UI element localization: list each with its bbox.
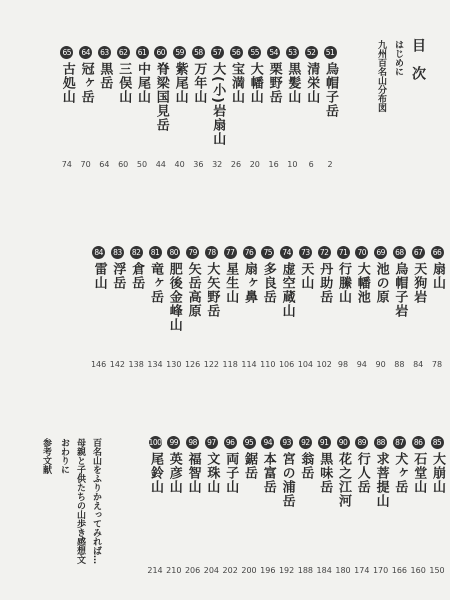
entry-number: 73 <box>299 246 312 259</box>
toc-entry[interactable] <box>166 436 182 494</box>
entry-number: 86 <box>412 436 425 449</box>
entry-title: 大幡山 <box>247 62 263 104</box>
entry-number: 51 <box>324 46 337 59</box>
entry-page-number: 166 <box>391 566 408 575</box>
entry-title: 尾鈴山 <box>148 452 163 494</box>
entry-title: 石堂山 <box>411 452 427 494</box>
entry-number: 78 <box>205 246 218 259</box>
entry-title: 浮岳 <box>110 262 126 290</box>
entry-number: 69 <box>374 246 387 259</box>
toc-entry[interactable] <box>185 436 201 494</box>
entry-page-number: 60 <box>118 160 129 169</box>
entry-number: 82 <box>130 246 143 259</box>
toc-entry[interactable] <box>297 436 313 480</box>
entry-title: 行縢山 <box>336 262 351 304</box>
entry-page-number: 36 <box>193 160 204 169</box>
entry-page-number: 70 <box>80 160 91 169</box>
entry-title: 雷山 <box>91 262 107 290</box>
entry-number: 53 <box>286 46 299 59</box>
entry-title: 黒髪山 <box>285 62 301 104</box>
entry-page-number: 142 <box>109 360 126 369</box>
toc-entry[interactable] <box>279 436 295 508</box>
entry-title: 行人岳 <box>354 452 370 494</box>
entry-number: 67 <box>412 246 425 259</box>
toc-heading: 目次 <box>410 38 426 94</box>
entry-page-number: 74 <box>61 160 72 169</box>
closing-line[interactable]: 百名山をふりかえってみれば… <box>91 438 101 564</box>
entry-title: 烏帽子岳 <box>323 62 338 118</box>
entry-page-number: 210 <box>166 566 182 575</box>
entry-number: 84 <box>92 246 105 259</box>
entry-number: 72 <box>318 246 331 259</box>
entry-title: 清栄山 <box>304 62 320 104</box>
entry-number: 92 <box>299 436 312 449</box>
entry-title: 脊梁国見岳 <box>153 62 169 132</box>
entry-number: 74 <box>280 246 293 259</box>
entry-number: 61 <box>136 46 149 59</box>
toc-entry[interactable] <box>203 246 219 318</box>
toc-entry[interactable] <box>147 246 163 304</box>
entry-number: 100 <box>148 438 162 447</box>
entry-page-number: 146 <box>90 360 107 369</box>
toc-entry[interactable] <box>266 46 282 104</box>
entry-number: 60 <box>154 46 167 59</box>
entry-number: 76 <box>243 246 256 259</box>
entry-number: 79 <box>186 246 199 259</box>
entry-title: 倉岳 <box>129 262 145 290</box>
entry-number: 94 <box>261 436 274 449</box>
toc-entry[interactable] <box>190 46 206 104</box>
entry-number: 89 <box>355 436 368 449</box>
toc-entry[interactable] <box>429 246 445 290</box>
toc-entry[interactable] <box>429 436 445 494</box>
toc-entry[interactable] <box>297 246 313 290</box>
entry-page-number: 170 <box>372 566 389 575</box>
toc-entry[interactable] <box>322 46 338 118</box>
entry-title: 古処山 <box>59 62 75 104</box>
toc-entry[interactable] <box>284 46 300 104</box>
entry-title: 天狗岩 <box>411 262 427 304</box>
entry-page-number: 200 <box>241 566 257 575</box>
toc-entry[interactable] <box>78 46 94 104</box>
entry-page-number: 118 <box>222 360 238 369</box>
entry-title: 宮の浦岳 <box>279 452 295 508</box>
entry-page-number: 84 <box>413 360 424 369</box>
toc-entry[interactable] <box>354 246 370 304</box>
entry-page-number: 16 <box>268 160 279 169</box>
entry-page-number: 20 <box>249 160 260 169</box>
intro-line: はじめに <box>393 40 403 76</box>
entry-number: 91 <box>318 436 331 449</box>
closing-line[interactable]: 母親と子供たちの山歩き感想文 <box>75 438 85 564</box>
entry-page-number: 174 <box>354 566 370 575</box>
entry-title: 星生山 <box>223 262 239 304</box>
intro-line: 九州百名山分布図 <box>376 40 386 112</box>
entry-page-number: 50 <box>136 160 148 169</box>
toc-entry[interactable] <box>228 46 244 104</box>
entry-title: 福智山 <box>185 452 201 494</box>
entry-number: 97 <box>205 436 218 449</box>
entry-number: 59 <box>173 46 186 59</box>
toc-entry[interactable] <box>185 246 201 318</box>
toc-entry[interactable] <box>247 46 263 104</box>
entry-page-number: 206 <box>184 566 201 575</box>
entry-page-number: 40 <box>174 160 185 169</box>
entry-page-number: 94 <box>356 360 367 369</box>
entry-title: 肥後金峰山 <box>166 262 182 332</box>
entry-title: 大崩山 <box>430 452 445 494</box>
toc-entry[interactable] <box>335 246 351 304</box>
entry-page-number: 134 <box>147 360 163 369</box>
toc-entry[interactable] <box>373 246 389 304</box>
closing-line[interactable]: 参考文献 <box>41 438 51 474</box>
entry-title: 栗野岳 <box>266 62 282 104</box>
entry-title: 竜ヶ岳 <box>148 262 163 304</box>
entry-page-number: 2 <box>327 160 333 169</box>
entry-number: 65 <box>60 46 73 59</box>
toc-entry[interactable] <box>316 246 332 304</box>
entry-number: 57 <box>211 46 224 59</box>
entry-page-number: 150 <box>429 566 445 575</box>
entry-number: 85 <box>431 436 444 449</box>
entry-number: 52 <box>305 46 318 59</box>
entry-page-number: 6 <box>308 160 314 169</box>
entry-page-number: 196 <box>260 566 276 575</box>
entry-title: 烏帽子岩 <box>392 262 408 318</box>
entry-title: 英彦山 <box>166 452 182 494</box>
toc-entry[interactable] <box>373 436 389 508</box>
entry-number: 87 <box>393 436 406 449</box>
entry-number: 66 <box>431 246 444 259</box>
entry-page-number: 188 <box>297 566 314 575</box>
entry-page-number: 26 <box>230 160 242 169</box>
entry-title: 紫尾山 <box>172 62 188 104</box>
entry-title: 中尾山 <box>135 62 150 104</box>
entry-title: 万年山 <box>191 62 207 104</box>
entry-page-number: 110 <box>260 360 276 369</box>
entry-title: 三俣山 <box>116 62 132 104</box>
entry-page-number: 32 <box>212 160 223 169</box>
entry-number: 64 <box>79 46 92 59</box>
entry-number: 88 <box>374 436 387 449</box>
entry-number: 93 <box>280 436 293 449</box>
toc-entry[interactable] <box>115 46 131 104</box>
entry-title: 鋸岳 <box>242 452 257 480</box>
entry-number: 56 <box>230 46 243 59</box>
entry-page-number: 114 <box>241 360 257 369</box>
entry-title: 扇山 <box>430 262 445 290</box>
entry-number: 83 <box>111 246 124 259</box>
entry-title: 犬ヶ岳 <box>392 452 408 494</box>
toc-entry[interactable] <box>134 46 150 104</box>
toc-entry[interactable] <box>222 436 238 494</box>
entry-page-number: 214 <box>147 566 163 575</box>
entry-page-number: 44 <box>155 160 166 169</box>
entry-page-number: 98 <box>337 360 349 369</box>
entry-page-number: 90 <box>375 360 386 369</box>
toc-entry[interactable] <box>91 246 107 290</box>
entry-page-number: 102 <box>316 360 332 369</box>
entry-number: 62 <box>117 46 130 59</box>
entry-title: 扇ヶ鼻 <box>242 262 257 304</box>
entry-page-number: 138 <box>128 360 144 369</box>
entry-number: 58 <box>192 46 205 59</box>
toc-entry[interactable] <box>241 246 257 304</box>
entry-page-number: 184 <box>316 566 332 575</box>
toc-entry[interactable] <box>316 436 332 494</box>
toc-entry[interactable] <box>391 246 407 318</box>
toc-entry[interactable] <box>303 46 319 104</box>
entry-page-number: 204 <box>203 566 220 575</box>
toc-entry[interactable] <box>209 46 225 146</box>
entry-title: 両子山 <box>223 452 239 494</box>
entry-page-number: 10 <box>287 160 298 169</box>
entry-number: 81 <box>149 246 162 259</box>
entry-title: 大(小)岩扇山 <box>210 62 226 146</box>
toc-entry[interactable] <box>260 246 276 304</box>
toc-entry[interactable] <box>241 436 257 480</box>
entry-number: 90 <box>337 436 350 449</box>
entry-page-number: 106 <box>278 360 295 369</box>
toc-entry[interactable] <box>128 246 144 290</box>
closing-line[interactable]: おわりに <box>59 438 69 474</box>
entry-number: 77 <box>224 246 237 259</box>
entry-number: 99 <box>167 436 180 449</box>
entry-title: 花之江河 <box>336 452 351 508</box>
toc-entry[interactable] <box>222 246 238 304</box>
entry-title: 黒味岳 <box>317 452 333 494</box>
toc-entry[interactable] <box>410 246 426 304</box>
entry-number: 80 <box>167 246 180 259</box>
entry-page-number: 160 <box>410 566 426 575</box>
entry-title: 大矢野岳 <box>204 262 220 318</box>
entry-title: 宝満山 <box>229 62 244 104</box>
entry-page-number: 202 <box>222 566 238 575</box>
entry-page-number: 78 <box>431 360 443 369</box>
entry-page-number: 104 <box>297 360 314 369</box>
toc-entry[interactable] <box>153 46 169 132</box>
entry-number: 68 <box>393 246 406 259</box>
entry-number: 54 <box>267 46 280 59</box>
toc-entry[interactable] <box>410 436 426 494</box>
entry-title: 虚空蔵山 <box>279 262 295 318</box>
entry-number: 96 <box>224 436 237 449</box>
toc-entry[interactable] <box>109 246 125 290</box>
entry-number: 95 <box>243 436 256 449</box>
toc-entry[interactable] <box>260 436 276 494</box>
toc-entry[interactable] <box>59 46 75 104</box>
entry-title: 矢岳高原 <box>185 262 201 318</box>
entry-title: 多良岳 <box>260 262 276 304</box>
toc-entry[interactable] <box>335 436 351 508</box>
entry-title: 文珠山 <box>204 452 220 494</box>
entry-title: 天山 <box>298 262 314 290</box>
entry-number: 55 <box>248 46 261 59</box>
entry-title: 求菩提山 <box>373 452 389 508</box>
entry-number: 63 <box>98 46 111 59</box>
entry-page-number: 180 <box>335 566 351 575</box>
entry-title: 池の原 <box>373 262 389 304</box>
entry-title: 黒岳 <box>97 62 113 90</box>
entry-number: 98 <box>186 436 199 449</box>
entry-page-number: 192 <box>278 566 295 575</box>
entry-page-number: 130 <box>166 360 182 369</box>
entry-title: 丹助岳 <box>317 262 333 304</box>
entry-title: 冠ヶ岳 <box>78 62 94 104</box>
toc-entry[interactable] <box>96 46 112 90</box>
toc-entry[interactable] <box>203 436 219 494</box>
entry-title: 本富岳 <box>260 452 276 494</box>
toc-entry[interactable] <box>147 436 163 494</box>
entry-page-number: 126 <box>184 360 201 369</box>
toc-entry[interactable] <box>172 46 188 104</box>
entry-title: 翁岳 <box>298 452 314 480</box>
entry-title: 大幡池 <box>354 262 370 304</box>
toc-entry[interactable] <box>391 436 407 494</box>
entry-number: 75 <box>261 246 274 259</box>
entry-page-number: 64 <box>99 160 110 169</box>
toc-entry[interactable] <box>166 246 182 332</box>
entry-page-number: 88 <box>394 360 405 369</box>
toc-entry[interactable] <box>354 436 370 494</box>
entry-number: 70 <box>355 246 368 259</box>
entry-number: 71 <box>337 246 350 259</box>
toc-entry[interactable] <box>279 246 295 318</box>
entry-page-number: 122 <box>203 360 220 369</box>
